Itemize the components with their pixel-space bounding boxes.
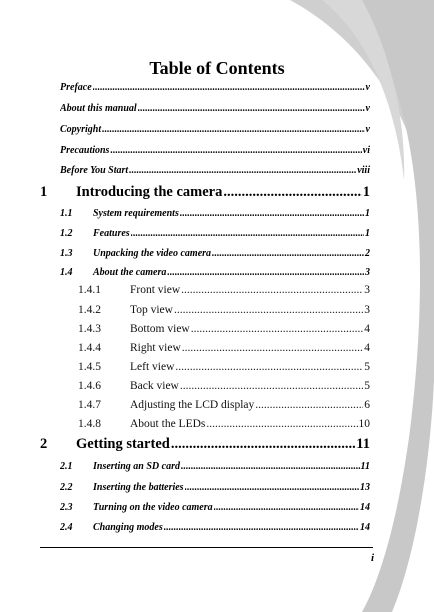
toc-entry-page: 3	[365, 267, 370, 278]
toc-entry-number: 2.2	[60, 482, 73, 493]
toc-entry-page: v	[365, 124, 370, 135]
footer-divider	[40, 547, 373, 548]
toc-leader-dots	[110, 145, 361, 156]
toc-entry-1-4-5[interactable]	[78, 361, 370, 373]
toc-entry-page: 6	[364, 399, 370, 411]
toc-leader-dots	[223, 184, 361, 201]
toc-entry-page: 14	[360, 522, 370, 533]
toc-leader-dots	[129, 165, 356, 176]
toc-entry-title: Precautions	[60, 145, 110, 156]
toc-leader-dots	[180, 380, 363, 392]
toc-entry-1-1[interactable]	[60, 208, 370, 219]
toc-leader-dots	[181, 461, 360, 472]
toc-leader-dots	[171, 436, 355, 453]
toc-entry-title: Adjusting the LCD display	[130, 399, 255, 411]
toc-entry-1-4[interactable]	[60, 267, 370, 278]
toc-entry-title: Preface	[60, 82, 92, 93]
toc-entry-number: 2.4	[60, 522, 73, 533]
toc-entry-chapter-2[interactable]	[40, 436, 370, 453]
toc-entry-title: About the camera	[93, 267, 167, 278]
toc-entry-1-4-6[interactable]	[78, 380, 370, 392]
toc-entry-page: v	[365, 82, 370, 93]
toc-leader-dots	[138, 103, 365, 114]
toc-entry-title: Before You Start	[60, 165, 129, 176]
toc-entry-title: About the LEDs	[130, 418, 206, 430]
toc-entry-title: Top view	[130, 304, 173, 316]
toc-leader-dots	[175, 361, 363, 373]
toc-entry-page: 1	[365, 208, 370, 219]
toc-leader-dots	[182, 342, 363, 354]
toc-entry-title: Front view	[130, 284, 181, 296]
toc-entry-title: System requirements	[93, 208, 179, 219]
toc-entry-number: 1.4.2	[78, 304, 101, 316]
toc-entry-preface[interactable]	[60, 82, 370, 93]
toc-leader-dots	[167, 267, 364, 278]
toc-leader-dots	[102, 124, 364, 135]
toc-entry-number: 1.4.8	[78, 418, 101, 430]
toc-entry-number: 1.1	[60, 208, 73, 219]
toc-entry-2-2[interactable]	[60, 482, 370, 493]
toc-entry-number: 1.4.4	[78, 342, 101, 354]
toc-entry-page: 2	[365, 248, 370, 259]
toc-entry-number: 2	[40, 436, 48, 452]
toc-entry-number: 1.4.6	[78, 380, 101, 392]
toc-entry-page: viii	[357, 165, 370, 176]
page-title: Table of Contents	[149, 58, 285, 78]
toc-entry-page: 14	[360, 502, 370, 513]
toc-entry-before-you-start[interactable]	[60, 165, 370, 176]
toc-entry-title: Left view	[130, 361, 175, 373]
toc-entry-page: 11	[360, 461, 370, 472]
toc-entry-2-4[interactable]	[60, 522, 370, 533]
toc-entry-title: Back view	[130, 380, 179, 392]
toc-entry-about-this-manual[interactable]	[60, 103, 370, 114]
toc-entry-1-3[interactable]	[60, 248, 370, 259]
toc-leader-dots	[191, 323, 364, 335]
toc-entry-page: 4	[364, 323, 370, 335]
toc-entry-number: 1.4.7	[78, 399, 101, 411]
toc-entry-page: 4	[364, 342, 370, 354]
toc-entry-title: Introducing the camera	[76, 184, 223, 200]
toc-entry-number: 1.4.1	[78, 284, 101, 296]
toc-entry-page: 3	[364, 304, 370, 316]
toc-entry-number: 1.4.3	[78, 323, 101, 335]
toc-entry-chapter-1[interactable]	[40, 184, 370, 201]
toc-entry-title: Copyright	[60, 124, 102, 135]
toc-entry-number: 1.4	[60, 267, 73, 278]
toc-entry-1-2[interactable]	[60, 228, 370, 239]
toc-entry-number: 2.3	[60, 502, 73, 513]
toc-entry-title: Features	[93, 228, 130, 239]
toc-entry-1-4-4[interactable]	[78, 342, 370, 354]
toc-entry-precautions[interactable]	[60, 145, 370, 156]
toc-entry-2-3[interactable]	[60, 502, 370, 513]
toc-entry-title: Inserting the batteries	[93, 482, 184, 493]
toc-leader-dots	[185, 482, 359, 493]
toc-leader-dots	[181, 284, 363, 296]
toc-leader-dots	[93, 82, 365, 93]
toc-entry-number: 1.2	[60, 228, 73, 239]
toc-entry-number: 1	[40, 184, 48, 200]
toc-entry-page: 5	[364, 380, 370, 392]
toc-entry-number: 2.1	[60, 461, 73, 472]
toc-leader-dots	[164, 522, 359, 533]
toc-entry-1-4-1[interactable]	[78, 284, 370, 296]
toc-entry-title: Right view	[130, 342, 181, 354]
toc-leader-dots	[180, 208, 364, 219]
toc-entry-2-1[interactable]	[60, 461, 370, 472]
page-number: i	[370, 552, 374, 564]
toc-entry-page: vi	[362, 145, 370, 156]
toc-leader-dots	[255, 399, 363, 411]
toc-leader-dots	[212, 248, 364, 259]
toc-entry-title: Changing modes	[93, 522, 163, 533]
toc-entry-page: 13	[360, 482, 370, 493]
toc-entry-title: Turning on the video camera	[93, 502, 213, 513]
toc-entry-page: 1	[362, 184, 370, 200]
toc-entry-1-4-3[interactable]	[78, 323, 370, 335]
toc-entry-page: 10	[358, 418, 370, 430]
toc-entry-title: Getting started	[76, 436, 170, 452]
toc-entry-page: 11	[356, 436, 370, 452]
toc-leader-dots	[131, 228, 364, 239]
toc-entry-page: 3	[364, 284, 370, 296]
toc-entry-page: 1	[365, 228, 370, 239]
toc-entry-title: Inserting an SD card	[93, 461, 180, 472]
toc-entry-1-4-7[interactable]	[78, 399, 370, 411]
toc-entry-1-4-2[interactable]	[78, 304, 370, 316]
toc-entry-title: Unpacking the video camera	[93, 248, 212, 259]
toc-leader-dots	[214, 502, 359, 513]
toc-entry-number: 1.4.5	[78, 361, 101, 373]
toc-leader-dots	[174, 304, 363, 316]
toc-entry-copyright[interactable]	[60, 124, 370, 135]
toc-leader-dots	[206, 418, 357, 430]
toc-entry-page: 5	[364, 361, 370, 373]
toc-entry-title: About this manual	[60, 103, 137, 114]
toc-entry-number: 1.3	[60, 248, 73, 259]
toc-entry-title: Bottom view	[130, 323, 190, 335]
toc-entry-page: v	[365, 103, 370, 114]
toc-entry-1-4-8[interactable]	[78, 418, 370, 430]
